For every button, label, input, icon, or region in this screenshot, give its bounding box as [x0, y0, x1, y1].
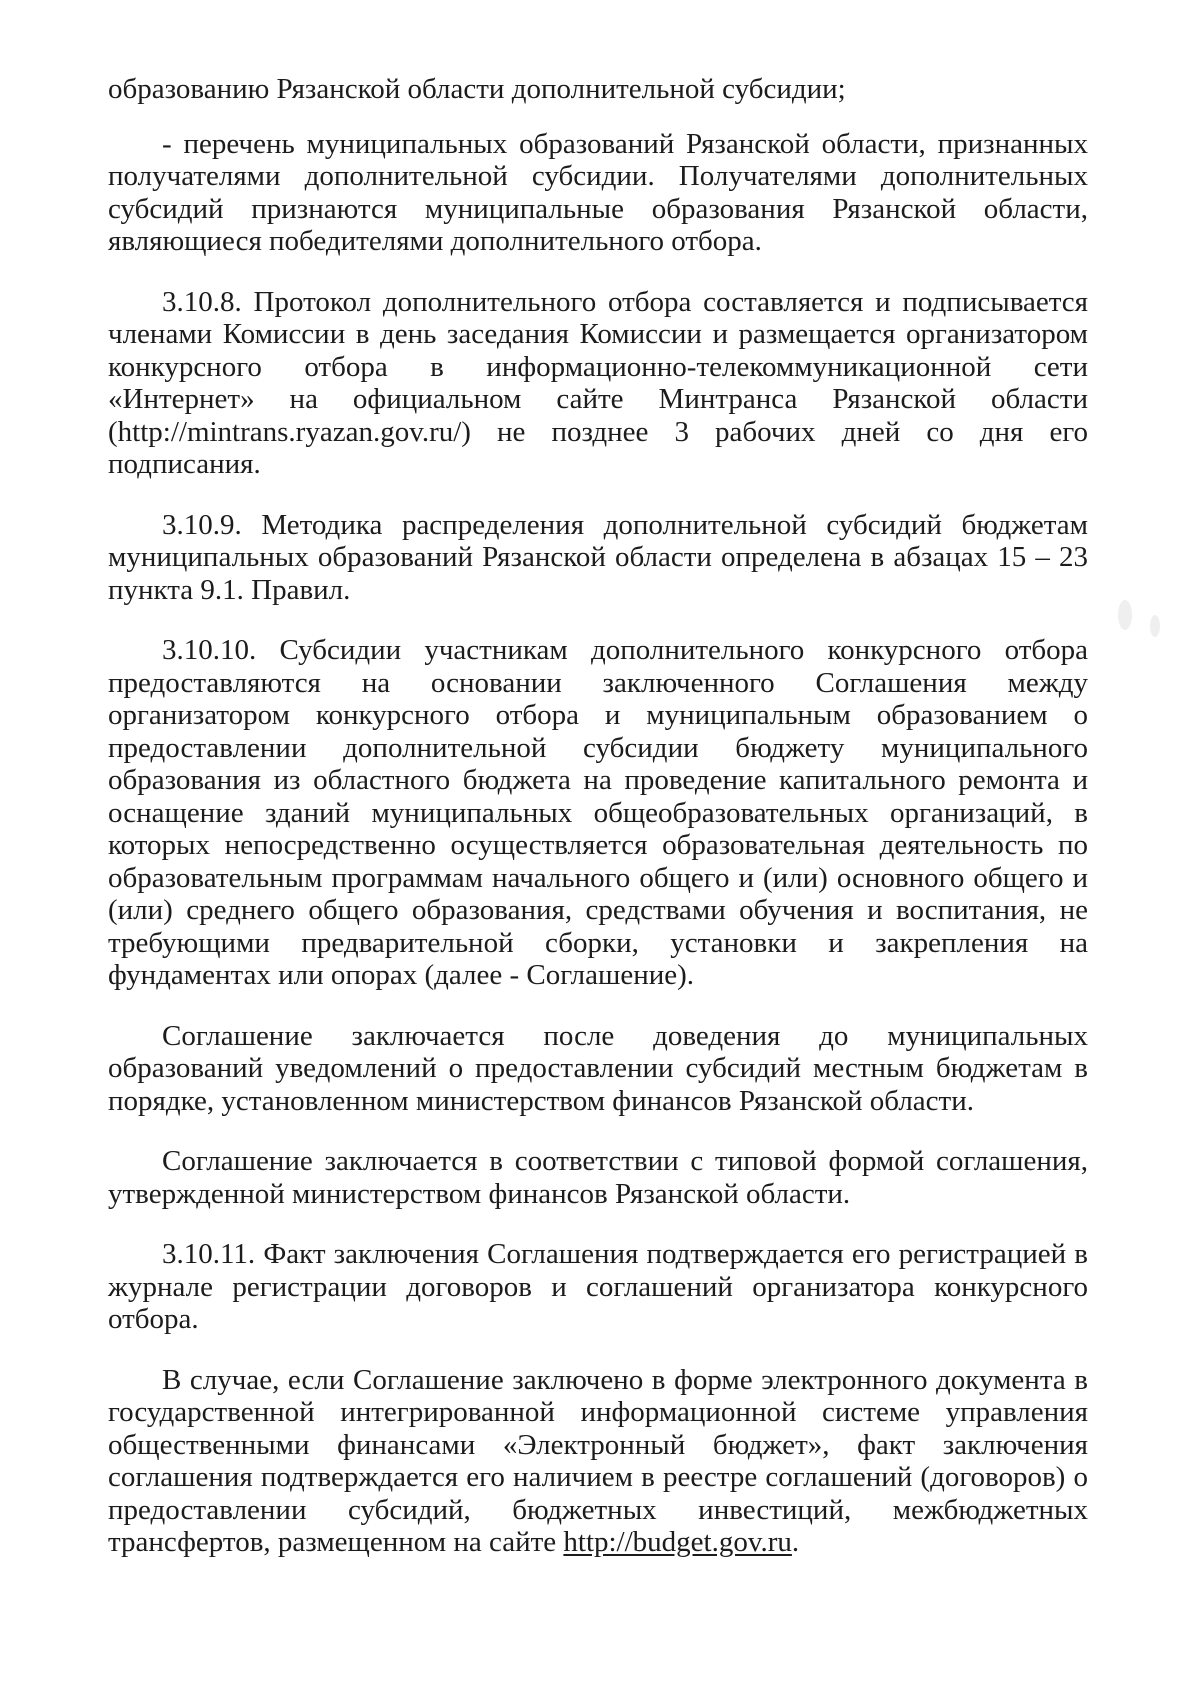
- paragraph-3-10-11: 3.10.11. Факт заключения Соглашения подтверждается его регистрацией в журнале регистрации договоров и соглашений организатора конкурсного отбора.: [108, 1238, 1088, 1335]
- paragraph-electronic-budget-text: В случае, если Соглашение заключено в форме электронного документа в государственной интегрированной информационной системе управления общественными финансами «Электронный бюджет», факт заключения соглашения подтверждается его наличием в реестре соглашений (договоров) о предоставлении субсидий, бюджетных инвестиций, межбюджетных трансфертов, размещенном на сайте: [108, 1363, 1088, 1558]
- paragraph-electronic-budget: [108, 1364, 1088, 1559]
- budget-site-link[interactable]: http://budget.gov.ru: [563, 1526, 792, 1558]
- paragraph-agreement-form: Соглашение заключается в соответствии с типовой формой соглашения, утвержденной министерством финансов Рязанской области.: [108, 1145, 1088, 1210]
- paragraph-continuation: образованию Рязанской области дополнительной субсидии;: [108, 73, 846, 105]
- paragraph-electronic-budget-suffix: .: [791, 1526, 800, 1558]
- paragraph-agreement-conclusion: Соглашение заключается после доведения до муниципальных образований уведомлений о предоставлении субсидий местным бюджетам в порядке, установленном министерством финансов Рязанской области.: [108, 1019, 1088, 1117]
- scan-artifact: [1150, 615, 1160, 637]
- paragraph-recipients-list: - перечень муниципальных образований Рязанской области, признанных получателями дополнительной субсидии. Получателями дополнительных субсидий признаются муниципальные образования Рязанской области, являющиеся победителями дополнительного отбора.: [108, 127, 1088, 257]
- paragraph-3-10-8: 3.10.8. Протокол дополнительного отбора составляется и подписывается членами Комиссии в день заседания Комиссии и размещается организатором конкурсного отбора в информационно-телекоммуникационной сети «Интернет» на официальном сайте Минтранса Рязанской области (http://mintrans.ryazan.gov.ru/) не позднее 3 рабочих дней со дня его подписания.: [108, 285, 1088, 480]
- scan-artifact: [1118, 600, 1132, 630]
- paragraph-3-10-9: 3.10.9. Методика распределения дополнительной субсидий бюджетам муниципальных образований Рязанской области определена в абзацах 15 – 23 пункта 9.1. Правил.: [108, 508, 1088, 606]
- document-page: [108, 73, 1088, 1559]
- paragraph-3-10-10: 3.10.10. Субсидии участникам дополнительного конкурсного отбора предоставляются на основании заключенного Соглашения между организатором конкурсного отбора и муниципальным образованием о предоставлении дополнительной субсидии бюджету муниципального образования из областного бюджета на проведение капитального ремонта и оснащение зданий муниципальных общеобразовательных организаций, в которых непосредственно осуществляется образовательная деятельность по образовательным программам начального общего и (или) основного общего и (или) среднего общего образования, средствами обучения и воспитания, не требующими предварительной сборки, установки и закрепления на фундаментах или опорах (далее - Соглашение).: [108, 634, 1088, 991]
